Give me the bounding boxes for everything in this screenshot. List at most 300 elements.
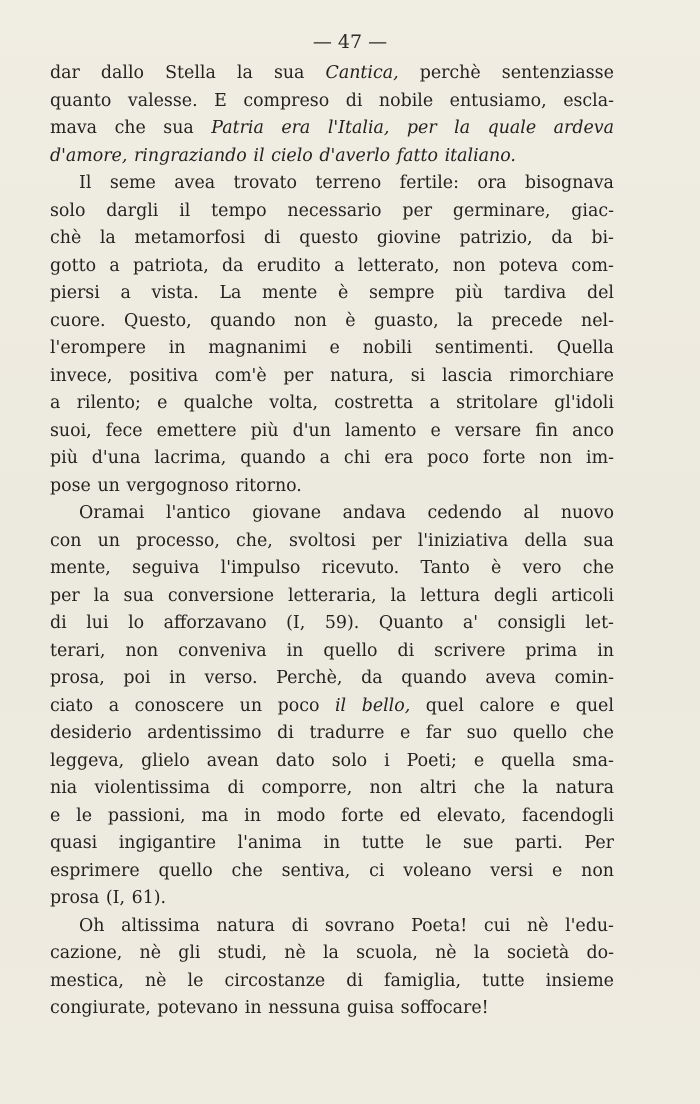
word: di <box>345 90 363 111</box>
word: che <box>114 118 146 138</box>
word: quello <box>512 723 568 743</box>
word: l'Italia, <box>327 118 390 138</box>
word: della <box>524 530 568 551</box>
word: di <box>291 915 309 936</box>
word: con <box>50 530 82 551</box>
word: 61). <box>131 888 167 908</box>
text-line <box>50 390 614 418</box>
word: e <box>552 860 563 881</box>
word: più <box>50 448 78 468</box>
word: Tanto <box>420 558 470 578</box>
word: prosa, <box>50 668 105 688</box>
word: mava <box>50 118 98 138</box>
word: Il <box>79 173 92 193</box>
word: in <box>244 998 262 1018</box>
word: precede <box>491 310 563 331</box>
word: positiva <box>129 365 199 386</box>
word: quello <box>158 860 213 881</box>
text-line <box>50 830 614 858</box>
word: questo <box>299 228 359 248</box>
word: che <box>582 558 614 578</box>
word: ardeva <box>553 118 614 138</box>
word: più <box>455 283 484 303</box>
word: desiderio <box>50 723 132 743</box>
word: chè <box>50 228 82 248</box>
text-line <box>50 610 614 638</box>
word: tardiva <box>503 283 567 303</box>
word: versi <box>490 860 534 881</box>
word: magnanimi <box>208 338 307 358</box>
word: modo <box>276 805 326 826</box>
word: italiano. <box>444 145 516 166</box>
word: le <box>425 833 442 853</box>
word: altri <box>419 778 457 798</box>
word: andava <box>342 503 406 523</box>
word: Stella <box>165 63 216 83</box>
text-line <box>50 775 614 803</box>
word: per <box>283 365 314 386</box>
word: violentissima <box>94 778 211 798</box>
word: vero <box>522 558 562 578</box>
word: quando <box>210 310 276 331</box>
word: invece, <box>50 365 113 386</box>
word: cazione, <box>50 943 123 963</box>
word: in <box>168 338 186 358</box>
word: per <box>406 118 437 138</box>
word: parti. <box>514 833 563 853</box>
word: di <box>263 228 281 248</box>
word: scrivere <box>434 640 506 661</box>
word: in <box>597 640 614 661</box>
word: gli <box>178 943 201 963</box>
text-line <box>50 170 614 198</box>
word: La <box>219 283 242 303</box>
word: forte <box>482 448 526 468</box>
word: fatto <box>396 145 438 166</box>
word: com- <box>571 255 614 276</box>
word: afforzavano <box>163 613 267 633</box>
word: Perchè, <box>276 668 343 688</box>
word: avean <box>206 750 259 771</box>
word: comporre, <box>261 778 353 798</box>
word: la <box>522 778 539 798</box>
word: nuovo <box>560 503 614 523</box>
word: si <box>410 365 426 386</box>
word: a <box>108 695 120 716</box>
word: Quanto <box>378 613 444 633</box>
word: a' <box>462 613 478 633</box>
word: consigli <box>497 613 566 633</box>
word: d'un <box>292 420 331 441</box>
word: trovato <box>233 173 297 193</box>
word: la <box>236 63 253 83</box>
word: d'una <box>91 448 141 468</box>
word: terreno <box>315 173 382 193</box>
word: com'è <box>214 365 267 386</box>
word: elevato, <box>436 805 507 826</box>
word: im- <box>586 448 614 468</box>
word: sentiva, <box>281 860 351 881</box>
word: germinare, <box>452 200 551 221</box>
word: società <box>506 943 570 963</box>
text-line <box>50 60 614 88</box>
word: nè <box>139 943 162 963</box>
word: quando <box>240 448 306 468</box>
word: non <box>294 310 327 331</box>
word: quel <box>425 695 464 716</box>
text-line <box>50 720 614 748</box>
page-number: — 47 — <box>312 31 388 53</box>
word: ci <box>369 860 385 881</box>
word: mente, <box>50 558 111 578</box>
word: cedendo <box>427 503 502 523</box>
word: versare <box>454 420 522 441</box>
word: e <box>399 723 411 743</box>
text-line <box>50 995 614 1023</box>
word: articoli <box>551 585 614 606</box>
word: (I, <box>286 613 306 633</box>
text-line <box>50 968 614 996</box>
word: che <box>231 860 263 881</box>
word: Oramai <box>79 503 145 523</box>
word: chi <box>343 448 371 468</box>
word: seme <box>109 173 156 193</box>
word: a <box>50 393 61 413</box>
word: a <box>319 448 330 468</box>
word: più <box>250 420 279 441</box>
word: che <box>582 723 614 743</box>
word: circostanze <box>224 970 326 991</box>
word: di <box>397 640 415 661</box>
word: vista. <box>151 283 199 303</box>
word: del <box>586 283 614 303</box>
text-line <box>50 418 614 446</box>
word: sovrano <box>324 915 395 936</box>
word: forte <box>341 805 384 826</box>
word: che <box>473 778 506 798</box>
word: nè <box>435 943 457 963</box>
word: ma <box>201 805 229 826</box>
word: voleano <box>403 860 472 881</box>
word: stritolare <box>456 393 538 413</box>
word: dato <box>275 750 315 771</box>
word: solo <box>50 200 86 221</box>
word: sma- <box>572 750 614 771</box>
word: d'averlo <box>319 145 391 166</box>
word: avea <box>174 173 216 193</box>
word: ardentissimo <box>147 723 262 743</box>
text-line <box>50 115 614 143</box>
text-line <box>50 473 614 501</box>
word: verso. <box>204 668 258 688</box>
word: Cantica, <box>325 63 399 83</box>
word: sue <box>463 833 494 853</box>
word: terari, <box>50 640 106 661</box>
word: a <box>120 283 131 303</box>
word: sua <box>273 63 305 83</box>
word: a <box>109 255 120 276</box>
word: poteva <box>498 255 559 276</box>
word: leggeva, <box>50 750 125 771</box>
word: in <box>323 833 341 853</box>
word: nè <box>526 915 549 936</box>
text-line <box>50 225 614 253</box>
word: passioni, <box>107 805 186 826</box>
word: E <box>214 90 227 111</box>
word: natura <box>555 778 614 798</box>
word: conoscere <box>134 695 225 716</box>
word: per <box>402 200 433 221</box>
word: ricevuto. <box>321 558 400 578</box>
word: al <box>523 503 540 523</box>
word: in <box>244 805 261 826</box>
word: gotto <box>50 255 97 276</box>
word: anco <box>572 420 614 441</box>
word: vergognoso <box>126 475 229 496</box>
word: e <box>549 695 561 716</box>
word: le <box>187 970 204 991</box>
word: fin <box>535 420 559 441</box>
word: svoltosi <box>288 530 356 551</box>
word: di <box>277 723 294 743</box>
word: tradurre <box>309 723 385 743</box>
word: giovine <box>376 228 441 248</box>
text-line <box>50 253 614 281</box>
text-line <box>50 885 614 913</box>
word: e <box>157 393 168 413</box>
word: prosa <box>50 888 100 908</box>
word: Per <box>584 833 614 853</box>
word: lascia <box>441 365 493 386</box>
word: nessuna <box>268 998 341 1018</box>
word: cielo <box>271 145 313 166</box>
word: compreso <box>243 90 330 111</box>
word: guisa <box>346 998 395 1018</box>
word: dargli <box>106 200 159 221</box>
word: rimorchiare <box>509 365 614 386</box>
text-line <box>50 803 614 831</box>
word: let- <box>585 613 614 633</box>
word: da <box>361 668 383 688</box>
word: un <box>239 695 263 716</box>
word: quanto <box>50 90 112 111</box>
word: sua <box>123 585 154 606</box>
word: Poeta! <box>411 915 468 936</box>
word: glielo <box>141 750 190 771</box>
word: quel <box>575 695 614 716</box>
word: famiglia, <box>384 970 462 991</box>
word: prima <box>525 640 578 661</box>
word: volta, <box>269 393 319 413</box>
word: poco <box>427 448 469 468</box>
word: suo <box>466 723 498 743</box>
word: Oh <box>79 915 105 936</box>
word: seguiva <box>132 558 200 578</box>
word: lacrima, <box>154 448 227 468</box>
word: non <box>539 448 573 468</box>
word: ringraziando <box>133 145 247 166</box>
word: che, <box>236 530 273 551</box>
word: conveniva <box>178 640 267 661</box>
word: natura <box>216 915 275 936</box>
word: natura, <box>329 365 394 386</box>
word: l'anima <box>237 833 302 853</box>
word: sentenziasse <box>501 63 614 83</box>
word: sua <box>583 530 614 551</box>
word: i <box>384 750 390 771</box>
word: era <box>384 448 414 468</box>
word: fece <box>105 420 143 441</box>
word: tutte <box>361 833 405 853</box>
word: necessario <box>287 200 382 221</box>
word: era <box>281 118 311 138</box>
word: letterato, <box>357 255 440 276</box>
word: ed <box>399 805 422 826</box>
word: a <box>334 255 345 276</box>
word: metamorfosi <box>134 228 246 248</box>
word: guasto, <box>374 310 439 331</box>
word: nobile <box>378 90 434 111</box>
word: erudito <box>256 255 321 276</box>
text-line <box>50 143 614 171</box>
text-line <box>50 335 614 363</box>
word: mestica, <box>50 970 124 991</box>
word: nel- <box>581 310 614 331</box>
text-line <box>50 88 614 116</box>
word: l'iniziativa <box>417 530 509 551</box>
text-line <box>50 638 614 666</box>
word: valesse. <box>127 90 198 111</box>
text-line <box>50 748 614 776</box>
word: l'erompere <box>50 338 146 358</box>
word: poi <box>123 668 151 688</box>
word: quello <box>323 640 378 661</box>
word: qualche <box>183 393 254 413</box>
body-text <box>50 60 614 1023</box>
word: giovane <box>252 503 322 523</box>
word: sua <box>163 118 194 138</box>
word: facendogli <box>522 805 614 826</box>
word: non <box>369 778 403 798</box>
word: 59). <box>324 613 360 633</box>
word: suoi, <box>50 420 92 441</box>
word: comin- <box>554 668 614 688</box>
word: nè <box>284 943 306 963</box>
text-line <box>50 858 614 886</box>
word: la <box>322 943 339 963</box>
word: la <box>390 585 407 606</box>
word: un <box>97 475 120 496</box>
word: mente <box>262 283 318 303</box>
word: scuola, <box>356 943 418 963</box>
word: quando <box>401 668 467 688</box>
text-line <box>50 198 614 226</box>
word: gl'idoli <box>554 393 614 413</box>
word: ritorno. <box>235 475 302 496</box>
word: solo <box>331 750 368 771</box>
word: e <box>50 805 61 826</box>
text-line <box>50 445 614 473</box>
word: letteraria, <box>287 585 377 606</box>
word: e <box>329 338 340 358</box>
word: la <box>99 228 116 248</box>
word: il <box>335 695 347 716</box>
word: patriota, <box>133 255 209 276</box>
text-line <box>50 665 614 693</box>
word: è <box>345 310 356 331</box>
word: piersi <box>50 283 100 303</box>
word: da <box>222 255 244 276</box>
word: (I, <box>105 888 126 908</box>
word: do- <box>586 943 614 963</box>
word: e <box>430 420 441 441</box>
word: nia <box>50 778 78 798</box>
word: Patria <box>211 118 264 138</box>
text-line <box>50 940 614 968</box>
word: soffocare! <box>400 998 489 1018</box>
word: insieme <box>545 970 614 991</box>
word: il <box>253 145 265 166</box>
word: cuore. <box>50 310 106 331</box>
word: dar <box>50 63 80 83</box>
word: per <box>50 585 80 606</box>
word: è <box>338 283 349 303</box>
word: giac- <box>571 200 614 221</box>
word: lettura <box>420 585 480 606</box>
word: a <box>429 393 440 413</box>
word: l'impulso <box>220 558 301 578</box>
word: Poeti; <box>406 750 457 771</box>
word: ora <box>477 173 507 193</box>
text-line <box>50 528 614 556</box>
word: un <box>97 530 120 551</box>
word: nè <box>144 970 167 991</box>
word: processo, <box>136 530 220 551</box>
word: perchè <box>419 63 481 83</box>
word: entusiamo, <box>449 90 547 111</box>
word: tempo <box>211 200 267 221</box>
word: far <box>425 723 452 743</box>
word: quella <box>501 750 556 771</box>
word: ciato <box>50 695 94 716</box>
word: lamento <box>345 420 417 441</box>
word: non <box>452 255 486 276</box>
word: esprimere <box>50 860 140 881</box>
word: patrizio, <box>459 228 533 248</box>
text-line <box>50 693 614 721</box>
word: dallo <box>100 63 145 83</box>
word: d'amore, <box>50 145 128 166</box>
word: tutte <box>482 970 525 991</box>
word: è <box>491 558 502 578</box>
word: bisognava <box>524 173 614 193</box>
word: la <box>457 310 473 331</box>
word: l'antico <box>165 503 231 523</box>
word: di <box>346 970 363 991</box>
text-line <box>50 500 614 528</box>
word: studi, <box>217 943 268 963</box>
word: Questo, <box>123 310 192 331</box>
word: bello, <box>361 695 411 716</box>
text-line <box>50 555 614 583</box>
word: sentimenti. <box>434 338 534 358</box>
word: congiurate, <box>50 998 151 1018</box>
word: fertile: <box>399 173 459 193</box>
word: e <box>473 750 485 771</box>
word: escla- <box>563 90 614 111</box>
word: sempre <box>368 283 435 303</box>
text-line <box>50 583 614 611</box>
